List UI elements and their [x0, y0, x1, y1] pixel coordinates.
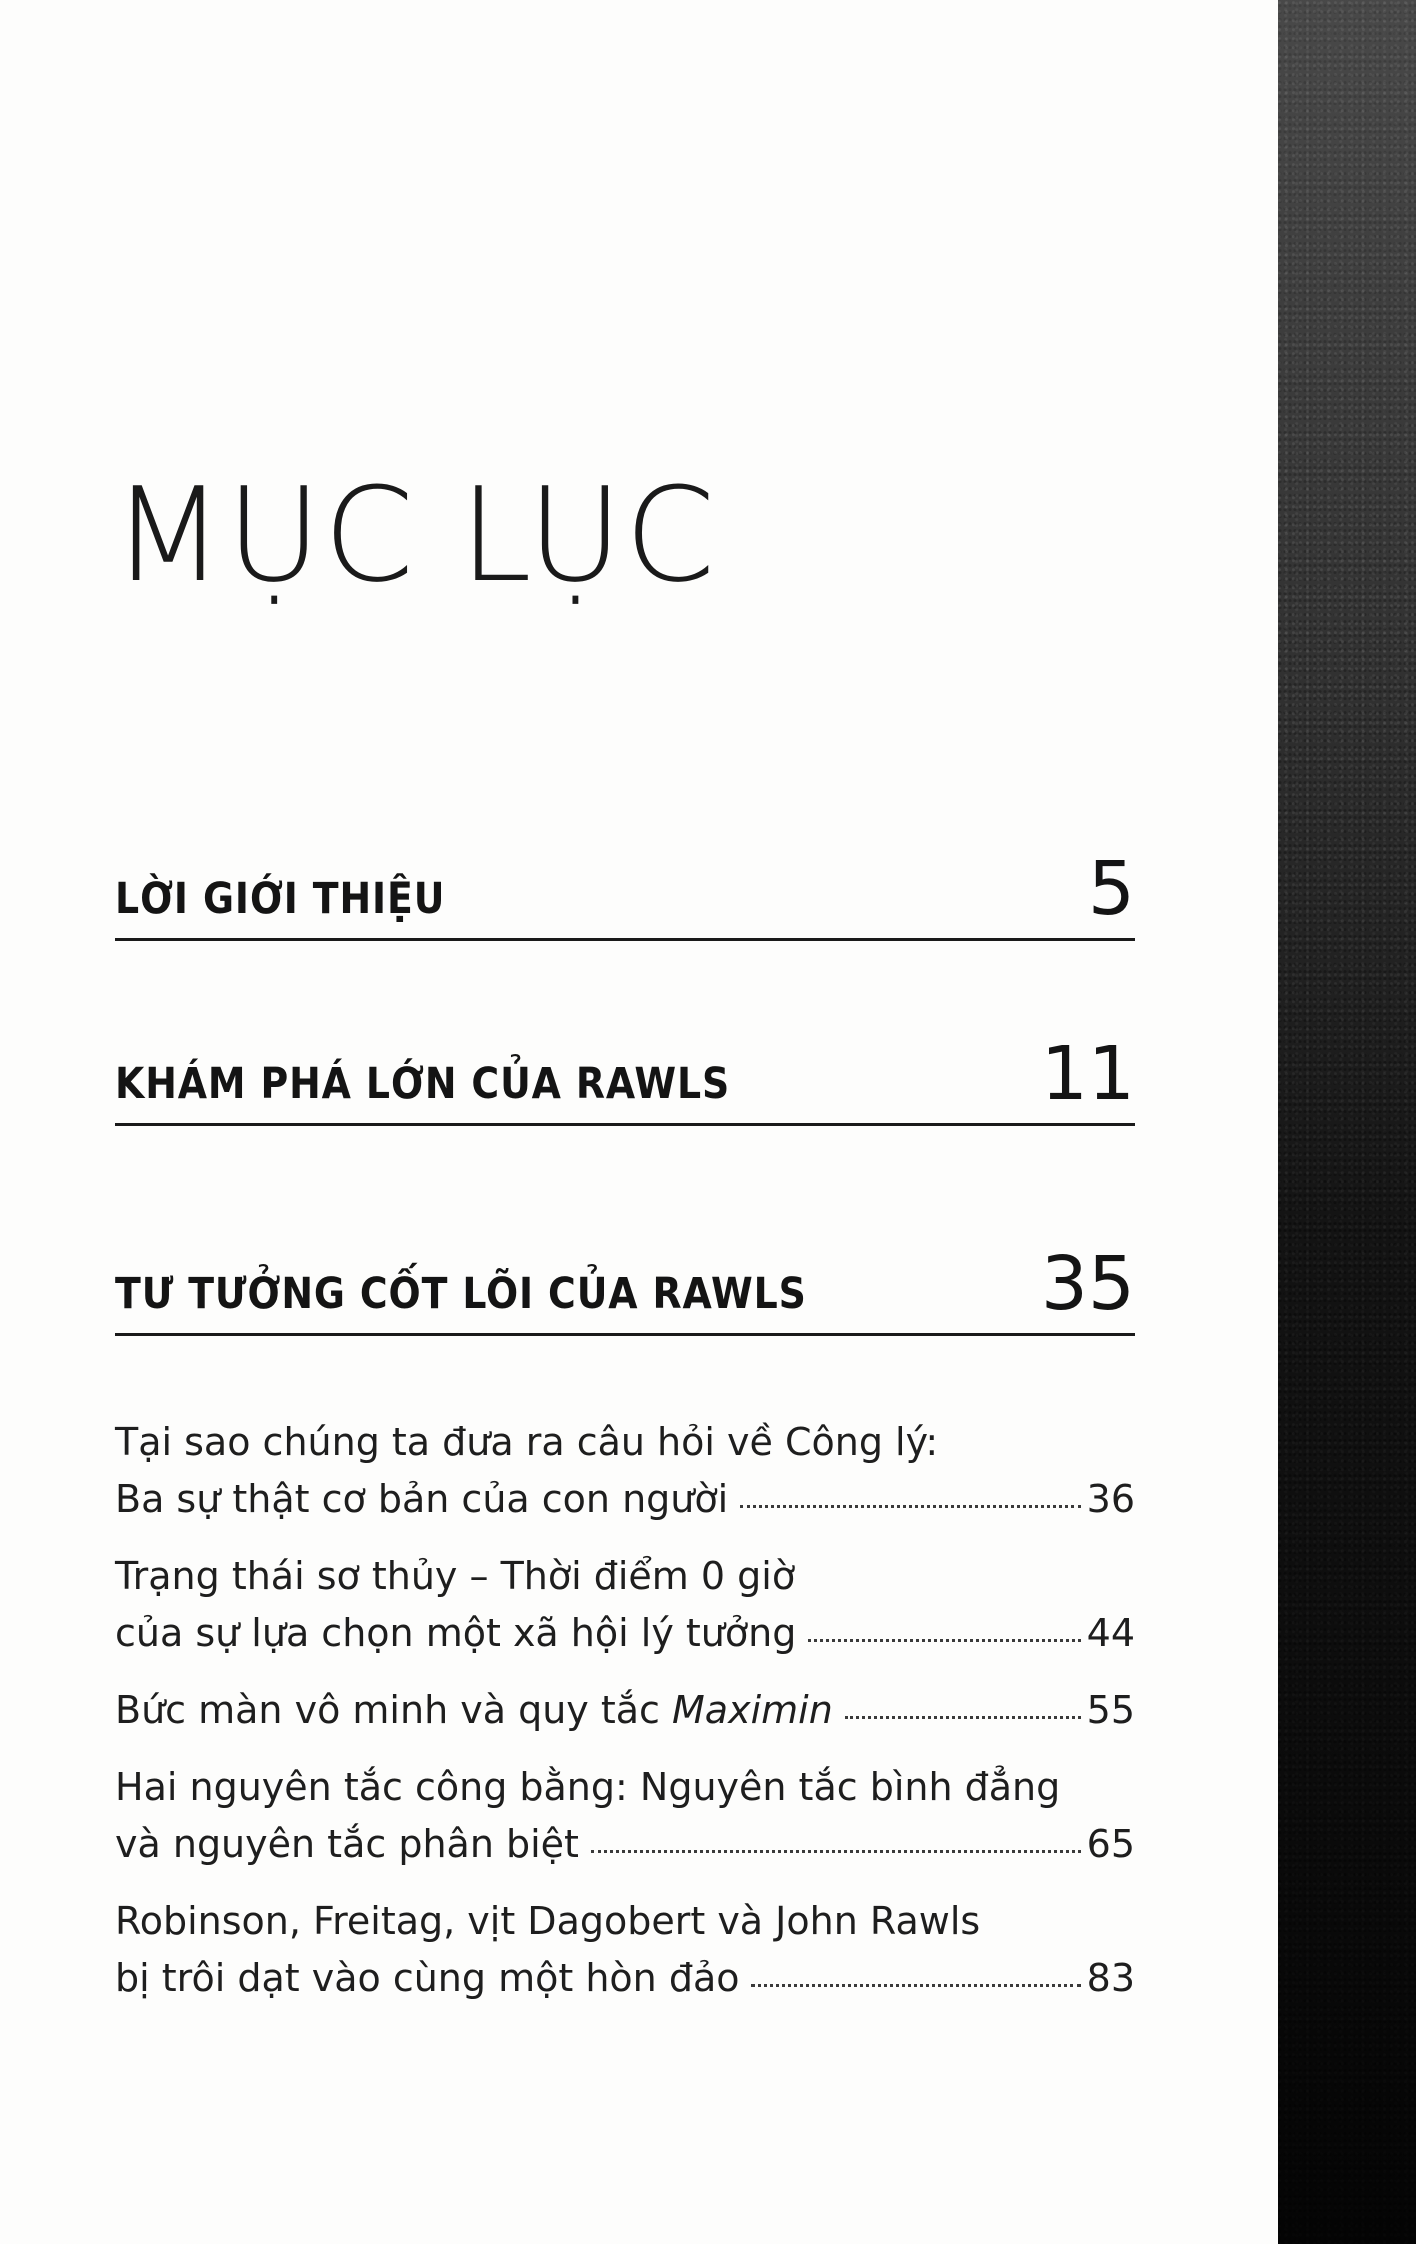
section-title-line	[115, 1605, 1135, 1662]
section-page-number: 36	[1086, 1477, 1135, 1521]
section-title-line	[115, 1816, 1135, 1873]
section-title-line: Tại sao chúng ta đưa ra câu hỏi về Công lý:	[115, 1420, 939, 1464]
section-entry[interactable]	[115, 1682, 1135, 1739]
page-title-text: MỤC LỤC	[112, 459, 718, 611]
chapter-entry-discovery[interactable]	[115, 1031, 1135, 1126]
section-list	[115, 1414, 1135, 2027]
dot-leader	[740, 1505, 1080, 1508]
chapter-title: KHÁM PHÁ LỚN CỦA RAWLS	[115, 1059, 731, 1109]
chapter-entry-core-ideas[interactable]	[115, 1240, 1135, 1336]
section-page-number: 83	[1086, 1956, 1135, 2000]
dot-leader	[845, 1716, 1081, 1719]
section-title-line: Trạng thái sơ thủy – Thời điểm 0 giờ	[115, 1554, 796, 1598]
section-title-text: của sự lựa chọn một xã hội lý tưởng	[115, 1611, 797, 1655]
section-title-prefix: Bức màn vô minh và quy tắc	[115, 1688, 673, 1732]
section-entry[interactable]	[115, 1893, 1135, 2007]
section-title-text: Ba sự thật cơ bản của con người	[115, 1477, 729, 1521]
section-title-line	[115, 1950, 1135, 2007]
dot-leader	[591, 1850, 1081, 1853]
section-title-line: Robinson, Freitag, vịt Dagobert và John Rawls	[115, 1899, 981, 1943]
section-title-line	[115, 1682, 1135, 1739]
dot-leader	[808, 1639, 1080, 1642]
section-entry[interactable]	[115, 1414, 1135, 1528]
chapter-page-number: 11	[1040, 1031, 1135, 1117]
book-binding-edge	[1278, 0, 1416, 2244]
chapter-page-number: 5	[1087, 846, 1135, 932]
section-entry[interactable]	[115, 1548, 1135, 1662]
section-page-number: 55	[1086, 1688, 1135, 1732]
dot-leader	[751, 1984, 1080, 1987]
chapter-page-number: 35	[1040, 1241, 1135, 1327]
chapter-title: TƯ TƯỞNG CỐT LÕI CỦA RAWLS	[115, 1269, 807, 1319]
section-page-number: 65	[1086, 1822, 1135, 1866]
section-title-emphasis: Maximin	[672, 1688, 833, 1732]
section-title-text: và nguyên tắc phân biệt	[115, 1822, 579, 1866]
section-page-number: 44	[1086, 1611, 1135, 1655]
page-title	[112, 459, 718, 611]
chapter-entry-introduction[interactable]	[115, 846, 1135, 941]
section-title-line: Hai nguyên tắc công bằng: Nguyên tắc bình đẳng	[115, 1765, 1061, 1809]
section-entry[interactable]	[115, 1759, 1135, 1873]
section-title-text	[115, 1682, 833, 1739]
section-title-line	[115, 1471, 1135, 1528]
section-title-text: bị trôi dạt vào cùng một hòn đảo	[115, 1956, 740, 2000]
chapter-title: LỜI GIỚI THIỆU	[115, 874, 446, 924]
